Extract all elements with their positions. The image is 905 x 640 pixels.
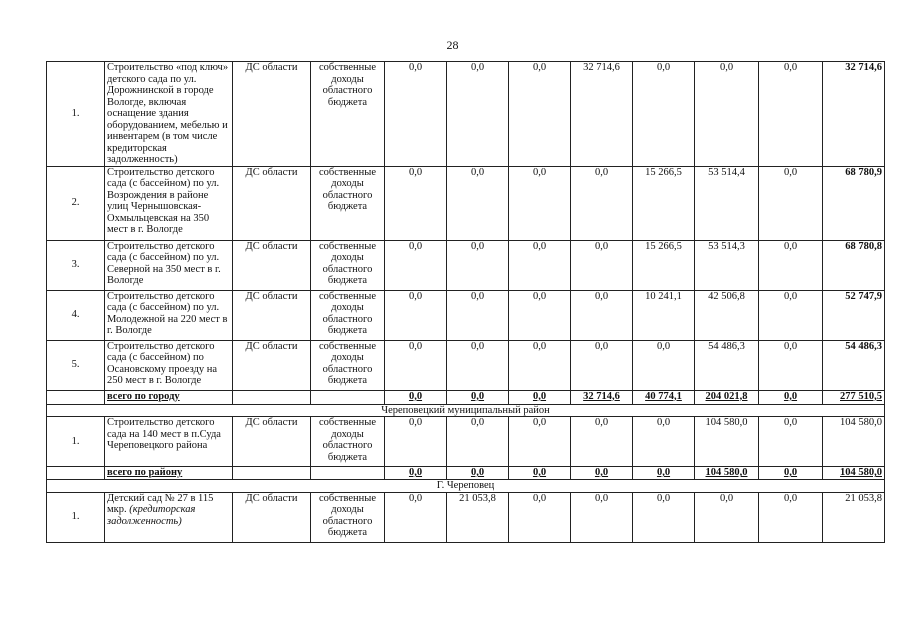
customer-cell: ДС области xyxy=(233,417,311,467)
value-cell: 53 514,3 xyxy=(695,240,759,290)
value-cell: 0,0 xyxy=(571,340,633,390)
funding-source: собственные доходы областного бюджета xyxy=(311,290,385,340)
value-cell: 0,0 xyxy=(633,62,695,167)
table-row xyxy=(47,492,885,542)
value-cell: 0,0 xyxy=(447,62,509,167)
subtotal-value: 32 714,6 xyxy=(571,390,633,404)
value-cell: 0,0 xyxy=(385,492,447,542)
value-cell: 0,0 xyxy=(509,166,571,240)
customer-cell: ДС области xyxy=(233,166,311,240)
total-cell: 52 747,9 xyxy=(823,290,885,340)
value-cell: 0,0 xyxy=(509,240,571,290)
subtotal-value: 0,0 xyxy=(509,390,571,404)
object-name: Строительство детского сада на 140 мест в п.Суда Череповецкого района xyxy=(105,417,233,467)
section-header: Г. Череповец xyxy=(47,480,885,493)
value-cell: 0,0 xyxy=(509,340,571,390)
value-cell: 0,0 xyxy=(385,240,447,290)
subtotal-value: 204 021,8 xyxy=(695,390,759,404)
value-cell: 10 241,1 xyxy=(633,290,695,340)
value-cell: 0,0 xyxy=(385,62,447,167)
funding-source: собственные доходы областного бюджета xyxy=(311,62,385,167)
subtotal-value: 0,0 xyxy=(759,467,823,480)
value-cell: 0,0 xyxy=(447,240,509,290)
total-cell: 104 580,0 xyxy=(823,417,885,467)
value-cell: 0,0 xyxy=(447,340,509,390)
row-number: 2. xyxy=(47,166,105,240)
value-cell: 0,0 xyxy=(447,290,509,340)
customer-cell: ДС области xyxy=(233,62,311,167)
budget-table xyxy=(46,61,885,543)
customer-cell: ДС области xyxy=(233,492,311,542)
row-number: 1. xyxy=(47,417,105,467)
value-cell: 0,0 xyxy=(509,492,571,542)
object-name: Строительство детского сада (с бассейном) по ул. Северной на 350 мест в г. Вологде xyxy=(105,240,233,290)
row-number: 5. xyxy=(47,340,105,390)
section-header-row xyxy=(47,480,885,493)
subtotal-value: 0,0 xyxy=(385,467,447,480)
subtotal-value: 0,0 xyxy=(633,467,695,480)
object-name xyxy=(105,492,233,542)
total-cell: 32 714,6 xyxy=(823,62,885,167)
table-row xyxy=(47,240,885,290)
object-name: Строительство детского сада (с бассейном) по Осановскому проезду на 250 мест в г. Вологде xyxy=(105,340,233,390)
total-cell: 54 486,3 xyxy=(823,340,885,390)
value-cell: 0,0 xyxy=(633,417,695,467)
row-number: 1. xyxy=(47,492,105,542)
subtotal-label: всего по району xyxy=(105,467,233,480)
object-name-note: (кредиторская задолженность) xyxy=(107,504,196,527)
value-cell: 0,0 xyxy=(509,417,571,467)
value-cell: 0,0 xyxy=(447,166,509,240)
object-name-text: Детский сад № 27 в 115 мкр. xyxy=(107,492,214,515)
subtotal-value: 104 580,0 xyxy=(695,467,759,480)
object-name: Строительство детского сада (с бассейном) по ул. Молодежной на 220 мест в г. Вологде xyxy=(105,290,233,340)
value-cell: 0,0 xyxy=(759,492,823,542)
total-cell: 68 780,8 xyxy=(823,240,885,290)
table-row xyxy=(47,417,885,467)
value-cell: 0,0 xyxy=(509,62,571,167)
value-cell: 0,0 xyxy=(385,340,447,390)
row-number: 4. xyxy=(47,290,105,340)
funding-source: собственные доходы областного бюджета xyxy=(311,492,385,542)
customer-cell: ДС области xyxy=(233,240,311,290)
table-row xyxy=(47,62,885,167)
value-cell: 54 486,3 xyxy=(695,340,759,390)
value-cell: 21 053,8 xyxy=(447,492,509,542)
value-cell: 0,0 xyxy=(695,62,759,167)
row-number: 1. xyxy=(47,62,105,167)
value-cell: 0,0 xyxy=(759,166,823,240)
value-cell: 0,0 xyxy=(633,492,695,542)
subtotal-value: 0,0 xyxy=(759,390,823,404)
funding-source: собственные доходы областного бюджета xyxy=(311,240,385,290)
page-number: 28 xyxy=(446,38,459,52)
value-cell: 0,0 xyxy=(759,417,823,467)
funding-source: собственные доходы областного бюджета xyxy=(311,417,385,467)
table-row xyxy=(47,340,885,390)
value-cell: 0,0 xyxy=(759,240,823,290)
value-cell: 0,0 xyxy=(571,240,633,290)
subtotal-value: 0,0 xyxy=(385,390,447,404)
value-cell: 32 714,6 xyxy=(571,62,633,167)
total-cell: 21 053,8 xyxy=(823,492,885,542)
subtotal-value: 0,0 xyxy=(571,467,633,480)
subtotal-total: 277 510,5 xyxy=(823,390,885,404)
funding-source: собственные доходы областного бюджета xyxy=(311,340,385,390)
value-cell: 42 506,8 xyxy=(695,290,759,340)
value-cell: 0,0 xyxy=(385,290,447,340)
value-cell: 104 580,0 xyxy=(695,417,759,467)
value-cell: 0,0 xyxy=(759,340,823,390)
value-cell: 53 514,4 xyxy=(695,166,759,240)
value-cell: 0,0 xyxy=(759,62,823,167)
value-cell: 0,0 xyxy=(633,340,695,390)
subtotal-value: 40 774,1 xyxy=(633,390,695,404)
subtotal-row xyxy=(47,467,885,480)
value-cell: 15 266,5 xyxy=(633,240,695,290)
value-cell: 0,0 xyxy=(571,492,633,542)
value-cell: 0,0 xyxy=(571,166,633,240)
value-cell: 0,0 xyxy=(759,290,823,340)
object-name: Строительство «под ключ» детского сада по ул. Дорожнинской в городе Вологде, включая оснащение здания оборудованием, мебелью и инвентарем (в том числе кредиторская задолженность) xyxy=(105,62,233,167)
total-cell: 68 780,9 xyxy=(823,166,885,240)
value-cell: 0,0 xyxy=(571,290,633,340)
table-row xyxy=(47,290,885,340)
row-number: 3. xyxy=(47,240,105,290)
section-header: Череповецкий муниципальный район xyxy=(47,404,885,417)
value-cell: 0,0 xyxy=(509,290,571,340)
subtotal-value: 0,0 xyxy=(447,467,509,480)
section-header-row xyxy=(47,404,885,417)
value-cell: 0,0 xyxy=(571,417,633,467)
value-cell: 0,0 xyxy=(447,417,509,467)
subtotal-total: 104 580,0 xyxy=(823,467,885,480)
value-cell: 15 266,5 xyxy=(633,166,695,240)
customer-cell: ДС области xyxy=(233,340,311,390)
customer-cell: ДС области xyxy=(233,290,311,340)
funding-source: собственные доходы областного бюджета xyxy=(311,166,385,240)
subtotal-label: всего по городу xyxy=(105,390,233,404)
table-row xyxy=(47,166,885,240)
subtotal-value: 0,0 xyxy=(447,390,509,404)
value-cell: 0,0 xyxy=(385,417,447,467)
value-cell: 0,0 xyxy=(385,166,447,240)
subtotal-row xyxy=(47,390,885,404)
subtotal-value: 0,0 xyxy=(509,467,571,480)
object-name: Строительство детского сада (с бассейном) по ул. Возрождения в районе улиц Чернышовская-Охмыльцевская на 350 мест в г. Вологде xyxy=(105,166,233,240)
value-cell: 0,0 xyxy=(695,492,759,542)
